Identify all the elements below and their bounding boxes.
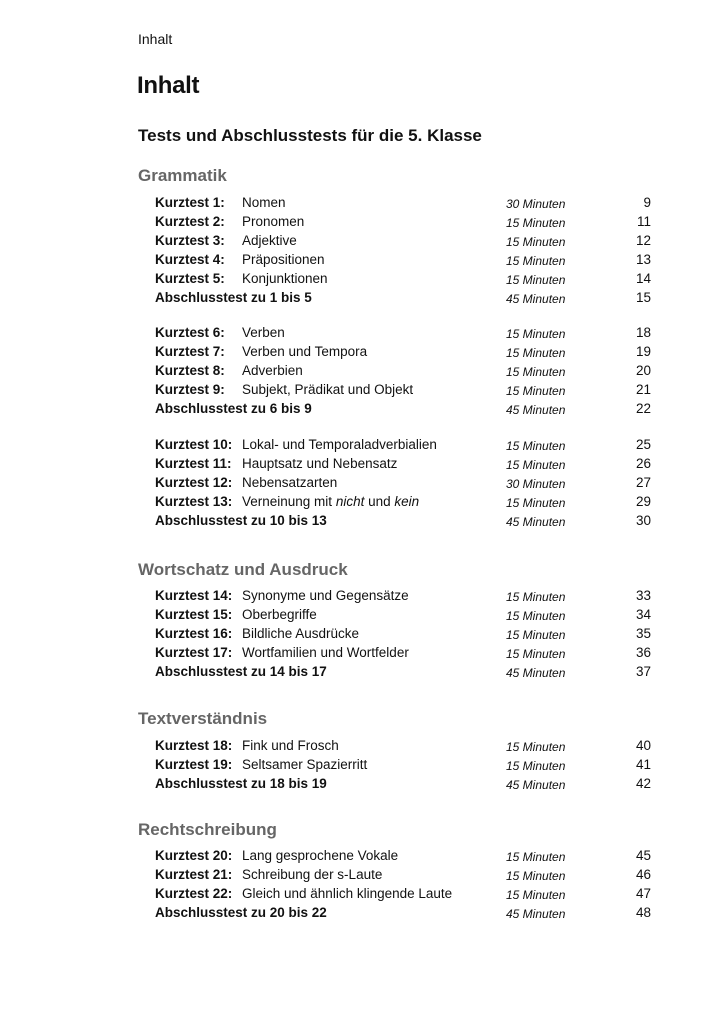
entry-topic: Verben und Tempora	[242, 344, 368, 359]
entry-label: Kurztest 3:	[155, 233, 225, 248]
entry-topic: Adjektive	[242, 233, 297, 248]
entry-duration: 45 Minuten	[506, 907, 566, 921]
toc-row-final-test	[0, 664, 721, 683]
entry-topic: Konjunktionen	[242, 271, 328, 286]
entry-duration: 15 Minuten	[506, 346, 566, 360]
entry-page: 9	[643, 195, 651, 210]
entry-page: 42	[635, 776, 651, 791]
toc-row	[0, 738, 721, 757]
toc-row	[0, 757, 721, 776]
entry-page: 33	[635, 588, 651, 603]
entry-topic: Lokal- und Temporaladverbialien	[242, 437, 437, 452]
entry-label: Kurztest 13:	[155, 494, 233, 509]
entry-duration: 15 Minuten	[506, 740, 566, 754]
toc-row	[0, 475, 721, 494]
entry-page: 22	[635, 401, 651, 416]
entry-duration: 15 Minuten	[506, 458, 566, 472]
toc-row	[0, 456, 721, 475]
page-title: Inhalt	[137, 72, 200, 99]
entry-duration: 15 Minuten	[506, 647, 566, 661]
entry-duration: 15 Minuten	[506, 759, 566, 773]
entry-page: 15	[635, 290, 651, 305]
entry-topic: Bildliche Ausdrücke	[242, 626, 360, 641]
toc-row	[0, 363, 721, 382]
entry-duration: 15 Minuten	[506, 850, 566, 864]
entry-label: Kurztest 6:	[155, 325, 225, 340]
toc-row	[0, 344, 721, 363]
entry-label: Kurztest 18:	[155, 738, 233, 753]
toc-row	[0, 195, 721, 214]
entry-duration: 15 Minuten	[506, 365, 566, 379]
entry-label: Kurztest 17:	[155, 645, 233, 660]
entry-page: 46	[635, 867, 651, 882]
entry-page: 37	[635, 664, 651, 679]
toc-row	[0, 867, 721, 886]
entry-duration: 45 Minuten	[506, 778, 566, 792]
entry-duration: 15 Minuten	[506, 869, 566, 883]
entry-label: Abschlusstest zu 1 bis 5	[155, 290, 312, 305]
entry-label: Kurztest 20:	[155, 848, 233, 863]
toc-row	[0, 437, 721, 456]
entry-page: 36	[635, 645, 651, 660]
toc-row	[0, 325, 721, 344]
entry-duration: 45 Minuten	[506, 666, 566, 680]
entry-page: 48	[635, 905, 651, 920]
entry-page: 35	[635, 626, 651, 641]
toc-row-final-test	[0, 776, 721, 795]
entry-duration: 30 Minuten	[506, 477, 566, 491]
entry-duration: 15 Minuten	[506, 273, 566, 287]
entry-topic: Lang gesprochene Vokale	[242, 848, 399, 863]
entry-page: 13	[635, 252, 651, 267]
entry-page: 21	[635, 382, 651, 397]
entry-page: 27	[635, 475, 651, 490]
toc-row	[0, 645, 721, 664]
section-heading-textverstaendnis: Textverständnis	[138, 709, 268, 728]
section-heading-grammatik: Grammatik	[138, 166, 227, 185]
entry-label: Abschlusstest zu 18 bis 19	[155, 776, 327, 791]
entry-page: 18	[635, 325, 651, 340]
toc-row	[0, 233, 721, 252]
entry-label: Abschlusstest zu 20 bis 22	[155, 905, 327, 920]
entry-label: Kurztest 11:	[155, 456, 232, 471]
entry-label: Abschlusstest zu 14 bis 17	[155, 664, 327, 679]
entry-page: 11	[636, 214, 651, 229]
entry-duration: 15 Minuten	[506, 327, 566, 341]
entry-duration: 15 Minuten	[506, 609, 566, 623]
section-heading-rechtschreibung: Rechtschreibung	[138, 820, 277, 839]
entry-topic: Adverbien	[242, 363, 303, 378]
entry-label: Kurztest 21:	[155, 867, 233, 882]
entry-label: Kurztest 4:	[155, 252, 225, 267]
entry-page: 41	[635, 757, 651, 772]
entry-page: 12	[635, 233, 651, 248]
toc-row-final-test	[0, 513, 721, 532]
topic-emphasis: kein	[394, 494, 420, 509]
entry-label: Abschlusstest zu 6 bis 9	[155, 401, 312, 416]
topic-part: und	[364, 494, 395, 509]
entry-label: Kurztest 1:	[155, 195, 225, 210]
entry-topic: Oberbegriffe	[242, 607, 317, 622]
entry-page: 45	[635, 848, 651, 863]
toc-row-final-test	[0, 290, 721, 309]
entry-topic: Gleich und ähnlich klingende Laute	[242, 886, 453, 901]
toc-row	[0, 252, 721, 271]
entry-duration: 15 Minuten	[506, 439, 566, 453]
entry-topic: Präpositionen	[242, 252, 325, 267]
entry-page: 34	[635, 607, 651, 622]
entry-label: Kurztest 15:	[155, 607, 233, 622]
entry-page: 30	[635, 513, 651, 528]
entry-topic: Pronomen	[242, 214, 305, 229]
entry-topic: Wortfamilien und Wortfelder	[242, 645, 409, 660]
entry-duration: 15 Minuten	[506, 888, 566, 902]
toc-row	[0, 886, 721, 905]
entry-topic: Fink und Frosch	[242, 738, 339, 753]
entry-page: 25	[635, 437, 651, 452]
entry-duration: 15 Minuten	[506, 384, 566, 398]
entry-page: 40	[635, 738, 651, 753]
entry-topic: Verben	[242, 325, 285, 340]
entry-duration: 15 Minuten	[506, 235, 566, 249]
entry-topic: Hauptsatz und Nebensatz	[242, 456, 398, 471]
entry-duration: 45 Minuten	[506, 515, 566, 529]
entry-label: Kurztest 10:	[155, 437, 233, 452]
topic-emphasis: nicht	[335, 494, 365, 509]
toc-row	[0, 607, 721, 626]
entry-duration: 15 Minuten	[506, 628, 566, 642]
entry-duration: 15 Minuten	[506, 496, 566, 510]
entry-label: Kurztest 14:	[155, 588, 233, 603]
toc-row	[0, 626, 721, 645]
running-head: Inhalt	[138, 31, 173, 47]
entry-label: Kurztest 16:	[155, 626, 233, 641]
entry-topic	[242, 494, 419, 509]
toc-row	[0, 494, 721, 513]
entry-page: 47	[635, 886, 651, 901]
entry-page: 26	[635, 456, 651, 471]
entry-label: Kurztest 12:	[155, 475, 233, 490]
entry-duration: 15 Minuten	[506, 216, 566, 230]
entry-page: 20	[635, 363, 651, 378]
entry-duration: 45 Minuten	[506, 292, 566, 306]
entry-duration: 30 Minuten	[506, 197, 566, 211]
section-heading-wortschatz: Wortschatz und Ausdruck	[138, 560, 348, 579]
toc-row	[0, 848, 721, 867]
subtitle: Tests und Abschlusstests für die 5. Klasse	[138, 126, 482, 145]
entry-label: Kurztest 8:	[155, 363, 225, 378]
toc-row	[0, 588, 721, 607]
entry-topic: Schreibung der s-Laute	[242, 867, 383, 882]
entry-topic: Nomen	[242, 195, 286, 210]
entry-label: Kurztest 5:	[155, 271, 225, 286]
entry-duration: 45 Minuten	[506, 403, 566, 417]
entry-page: 19	[635, 344, 651, 359]
entry-topic: Seltsamer Spazierritt	[242, 757, 368, 772]
entry-label: Kurztest 7:	[155, 344, 225, 359]
entry-topic: Subjekt, Prädikat und Objekt	[242, 382, 414, 397]
entry-duration: 15 Minuten	[506, 590, 566, 604]
entry-label: Abschlusstest zu 10 bis 13	[155, 513, 327, 528]
toc-row	[0, 271, 721, 290]
entry-duration: 15 Minuten	[506, 254, 566, 268]
entry-page: 14	[635, 271, 651, 286]
entry-label: Kurztest 22:	[155, 886, 233, 901]
topic-part: Verneinung mit	[242, 494, 336, 509]
toc-row	[0, 214, 721, 233]
toc-row-final-test	[0, 401, 721, 420]
entry-page: 29	[635, 494, 651, 509]
toc-row-final-test	[0, 905, 721, 924]
entry-label: Kurztest 9:	[155, 382, 225, 397]
entry-topic: Nebensatzarten	[242, 475, 338, 490]
toc-row	[0, 382, 721, 401]
entry-label: Kurztest 2:	[155, 214, 225, 229]
entry-topic: Synonyme und Gegensätze	[242, 588, 409, 603]
entry-label: Kurztest 19:	[155, 757, 233, 772]
